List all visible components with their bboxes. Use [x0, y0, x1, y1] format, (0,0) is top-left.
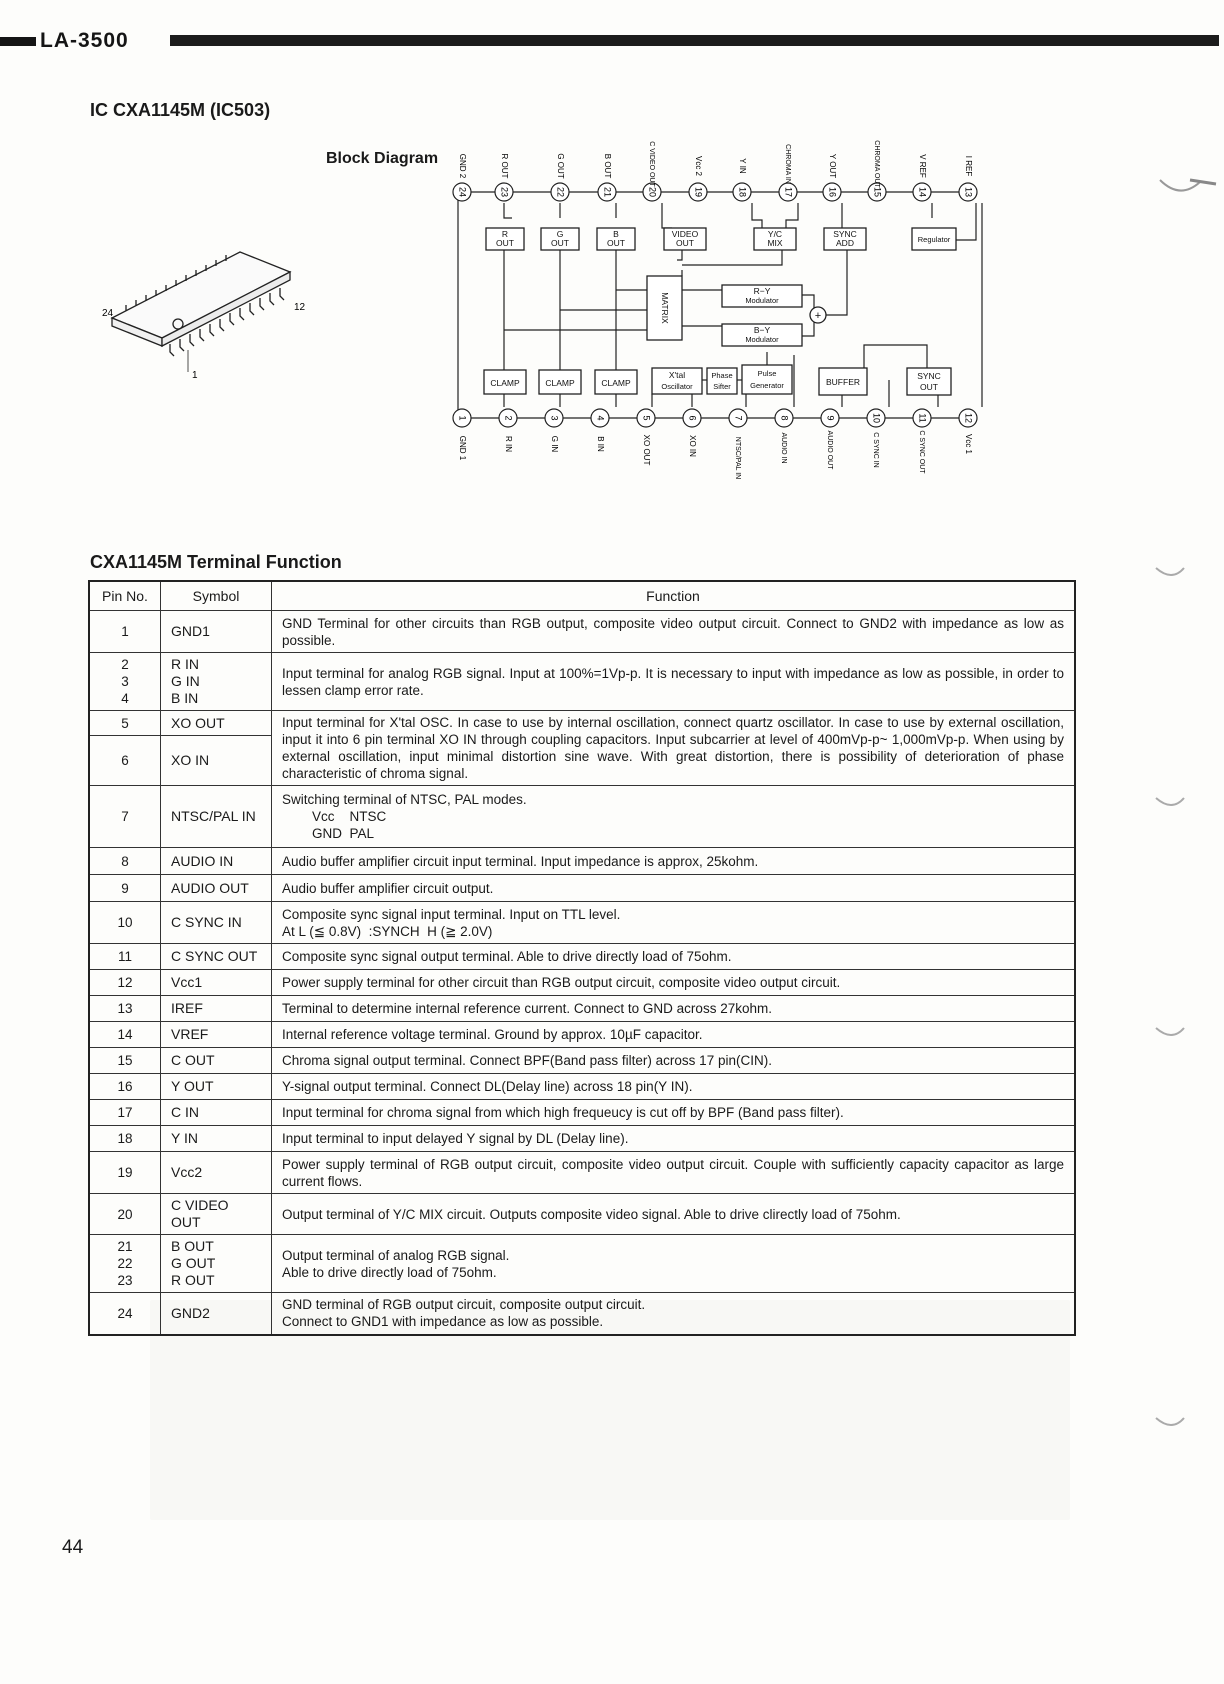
table-row	[89, 875, 1075, 902]
svg-text:6: 6	[687, 415, 698, 421]
ic-title: IC CXA1145M (IC503)	[90, 100, 271, 120]
table-row	[89, 970, 1075, 996]
svg-text:MATRIX: MATRIX	[659, 292, 670, 324]
svg-text:B IN: B IN	[595, 436, 605, 452]
svg-text:Pulse: Pulse	[757, 369, 777, 378]
svg-text:G OUT: G OUT	[555, 153, 565, 179]
function-line: Connect to GND1 with impedance as low as possible.	[282, 1314, 604, 1330]
margin-mark-icon	[1150, 1020, 1190, 1050]
symbol-cell: XO OUT	[161, 711, 272, 736]
table-row	[89, 996, 1075, 1022]
svg-text:V REF: V REF	[917, 154, 927, 178]
pin-cell: 8	[89, 848, 161, 875]
symbol-cell: R IN G IN B IN	[161, 653, 272, 711]
svg-text:GND 2: GND 2	[457, 153, 467, 179]
header-symbol: Symbol	[161, 581, 272, 611]
pin-cell: 17	[89, 1100, 161, 1126]
table-row	[89, 1022, 1075, 1048]
symbol-cell: XO IN	[161, 736, 272, 786]
svg-text:OUT: OUT	[496, 238, 514, 248]
svg-text:17: 17	[783, 186, 794, 198]
function-cell: Input terminal for X'tal OSC. In case to use by internal oscillation, connect quartz oscillator. In case to use by external oscillation, input it into 6 pin terminal XO IN through coupling capacitors. Input subcarrier at level of 400mVp-p~ 1,000mVp-p. When using by external oscillation, input minimal distortion sine wave. With great distortion, there is possibility of deterioration of phase characteristic of chroma signal.	[272, 711, 1076, 786]
buffer-block	[819, 368, 867, 395]
svg-text:10: 10	[871, 412, 882, 424]
table-row	[89, 1100, 1075, 1126]
function-line: Able to drive directly load of 75ohm.	[282, 1264, 497, 1280]
clamp-block-g	[539, 370, 581, 394]
svg-text:5: 5	[641, 415, 652, 421]
top-pin	[733, 158, 751, 201]
svg-text:GND 1: GND 1	[457, 435, 467, 461]
function-line: GND terminal of RGB output circuit, composite output circuit.	[282, 1297, 646, 1313]
svg-text:9: 9	[825, 415, 836, 421]
function-line: Composite sync signal input terminal. Input on TTL level.	[282, 906, 621, 922]
terminal-function-title: CXA1145M Terminal Function	[90, 552, 342, 572]
table-row	[89, 1235, 1075, 1293]
table-row	[89, 1152, 1075, 1194]
function-cell	[272, 1235, 1076, 1293]
pin-cell: 12	[89, 970, 161, 996]
svg-text:21: 21	[602, 186, 613, 198]
svg-text:+: +	[814, 310, 822, 322]
bottom-pin	[637, 409, 655, 465]
pin-cell: 24	[89, 1293, 161, 1335]
header-function: Function	[272, 581, 1076, 611]
svg-text:15: 15	[872, 186, 883, 198]
svg-text:Modulator: Modulator	[745, 296, 779, 305]
function-cell: Composite sync signal output terminal. Able to drive directly load of 75ohm.	[272, 944, 1076, 970]
svg-text:NTSC/PAL IN: NTSC/PAL IN	[734, 436, 742, 480]
svg-text:22: 22	[555, 186, 566, 198]
pin-cell: 2 3 4	[89, 653, 161, 711]
svg-text:CHROMA IN: CHROMA IN	[784, 144, 792, 184]
bottom-pin	[867, 409, 885, 468]
symbol-cell: C SYNC OUT	[161, 944, 272, 970]
symbol-cell: AUDIO OUT	[161, 875, 272, 902]
table-row	[89, 1126, 1075, 1152]
table-row	[89, 653, 1075, 711]
svg-text:CLAMP: CLAMP	[601, 378, 631, 388]
function-cell: Output terminal of Y/C MIX circuit. Outputs composite video signal. Able to drive clirectly load of 75ohm.	[272, 1194, 1076, 1235]
svg-text:Modulator: Modulator	[745, 335, 779, 344]
function-cell	[272, 902, 1076, 944]
symbol-cell: Y OUT	[161, 1074, 272, 1100]
pin-cell: 5	[89, 711, 161, 736]
page-header	[0, 30, 1224, 52]
function-cell: GND Terminal for other circuits than RGB output, composite video output circuit. Connect to GND2 with impedance as low as possible.	[272, 611, 1076, 653]
symbol-cell: GND1	[161, 611, 272, 653]
bottom-pin	[959, 409, 977, 455]
pin-cell: 9	[89, 875, 161, 902]
svg-text:OUT: OUT	[551, 238, 569, 248]
top-pin	[598, 154, 616, 201]
top-pin	[453, 154, 471, 201]
svg-text:CHROMA OUT: CHROMA OUT	[873, 140, 881, 188]
function-line: GND PAL	[312, 826, 375, 841]
symbol-cell: IREF	[161, 996, 272, 1022]
svg-text:B OUT: B OUT	[602, 153, 612, 179]
top-pin	[779, 144, 797, 201]
video-out-block	[664, 228, 706, 250]
pin-cell: 19	[89, 1152, 161, 1194]
clamp-block-b	[595, 370, 637, 394]
function-cell: Input terminal for analog RGB signal. Input at 100%=1Vp-p. It is necessary to input with impedance as low as possible, in order to lessen clamp error rate.	[272, 653, 1076, 711]
table-row	[89, 1048, 1075, 1074]
svg-text:Y/C: Y/C	[767, 229, 783, 239]
pin-cell: 18	[89, 1126, 161, 1152]
table-row	[89, 611, 1075, 653]
function-cell	[272, 1293, 1076, 1335]
sync-add-block	[824, 228, 866, 250]
header-bar-right	[170, 35, 1219, 46]
table-row	[89, 944, 1075, 970]
symbol-cell: C IN	[161, 1100, 272, 1126]
function-line: Vcc NTSC	[312, 809, 387, 824]
block-diagram-title: Block Diagram	[326, 150, 439, 167]
pin-cell: 7	[89, 786, 161, 848]
function-line: Output terminal of analog RGB signal.	[282, 1247, 510, 1263]
svg-text:11: 11	[917, 413, 928, 423]
top-pin	[495, 154, 513, 201]
svg-text:XO OUT: XO OUT	[641, 434, 651, 466]
svg-text:R−Y: R−Y	[753, 286, 771, 296]
ry-modulator-block	[722, 285, 802, 307]
symbol-cell: NTSC/PAL IN	[161, 786, 272, 848]
bottom-pin	[453, 409, 471, 461]
table-row	[89, 786, 1075, 848]
svg-text:20: 20	[647, 186, 658, 198]
function-cell: Terminal to determine internal reference current. Connect to GND across 27kohm.	[272, 996, 1076, 1022]
top-pin	[643, 141, 661, 201]
block-diagram	[452, 140, 992, 485]
symbol-cell: Vcc1	[161, 970, 272, 996]
svg-text:3: 3	[549, 415, 560, 421]
svg-text:4: 4	[595, 415, 606, 421]
table-row	[89, 1293, 1075, 1335]
phase-shifter-block	[707, 368, 737, 394]
pin-cell: 1	[89, 611, 161, 653]
b-out-block	[597, 228, 635, 250]
function-cell: Y-signal output terminal. Connect DL(Delay line) across 18 pin(Y IN).	[272, 1074, 1076, 1100]
table-row	[89, 1194, 1075, 1235]
function-cell: Audio buffer amplifier circuit input terminal. Input impedance is approx, 25kohm.	[272, 848, 1076, 875]
svg-text:13: 13	[963, 186, 974, 198]
svg-text:C VIDEO OUT: C VIDEO OUT	[648, 141, 656, 187]
symbol-cell: Vcc2	[161, 1152, 272, 1194]
bottom-pin	[821, 409, 839, 470]
svg-text:SYNC: SYNC	[917, 371, 941, 381]
table-header-row	[89, 581, 1075, 611]
svg-text:C SYNC OUT: C SYNC OUT	[918, 430, 926, 474]
yc-mix-block	[754, 228, 796, 250]
svg-text:AUDIO IN: AUDIO IN	[780, 432, 788, 464]
function-cell: Audio buffer amplifier circuit output.	[272, 875, 1076, 902]
symbol-cell: AUDIO IN	[161, 848, 272, 875]
header-bar-left	[0, 37, 36, 46]
svg-text:Y IN: Y IN	[737, 158, 747, 174]
svg-text:Regulator: Regulator	[917, 235, 951, 244]
symbol-cell: C VIDEO OUT	[161, 1194, 272, 1235]
clamp-block-r	[484, 370, 526, 394]
function-cell: Chroma signal output terminal. Connect BPF(Band pass filter) across 17 pin(CIN).	[272, 1048, 1076, 1074]
svg-text:Vcc 2: Vcc 2	[693, 155, 703, 177]
svg-text:R: R	[501, 229, 509, 239]
svg-text:24: 24	[457, 186, 468, 198]
model-name: LA-3500	[40, 29, 129, 52]
top-pin	[959, 156, 977, 201]
symbol-cell: VREF	[161, 1022, 272, 1048]
function-line: At L (≦ 0.8V) :SYNCH H (≧ 2.0V)	[282, 923, 493, 939]
symbol-cell: GND2	[161, 1293, 272, 1335]
svg-text:VIDEO: VIDEO	[671, 229, 699, 239]
pin-cell: 20	[89, 1194, 161, 1235]
top-pin	[689, 156, 707, 201]
svg-text:AUDIO OUT: AUDIO OUT	[826, 430, 834, 470]
svg-text:G: G	[556, 229, 564, 239]
g-out-block	[541, 228, 579, 250]
svg-text:16: 16	[827, 186, 838, 198]
svg-text:7: 7	[733, 415, 744, 421]
r-out-block	[486, 228, 524, 250]
function-cell: Input terminal for chroma signal from which high frequeucy is cut off by BPF (Band pass filter).	[272, 1100, 1076, 1126]
pin-cell: 14	[89, 1022, 161, 1048]
terminal-function-table	[88, 580, 1076, 1336]
svg-text:Vcc 1: Vcc 1	[963, 433, 973, 455]
pin-cell: 21 22 23	[89, 1235, 161, 1293]
symbol-cell: B OUT G OUT R OUT	[161, 1235, 272, 1293]
svg-text:2: 2	[503, 415, 514, 421]
by-modulator-block	[722, 324, 802, 346]
page-number: 44	[62, 1537, 84, 1558]
bottom-pin	[545, 409, 563, 452]
svg-text:X'tal: X'tal	[668, 370, 686, 380]
svg-text:R IN: R IN	[503, 436, 513, 452]
function-line: Switching terminal of NTSC, PAL modes.	[282, 792, 527, 807]
sync-out-block	[907, 368, 951, 395]
svg-text:Generator: Generator	[750, 381, 784, 390]
margin-mark-icon	[1150, 790, 1190, 820]
svg-text:8: 8	[779, 415, 790, 421]
chip-pin-12-label: 12	[294, 302, 306, 313]
matrix-block	[647, 276, 682, 340]
svg-text:G IN: G IN	[549, 435, 559, 453]
symbol-cell: C OUT	[161, 1048, 272, 1074]
svg-text:Y OUT: Y OUT	[827, 153, 837, 179]
svg-text:OUT: OUT	[920, 382, 938, 392]
pin-cell: 6	[89, 736, 161, 786]
svg-text:ADD: ADD	[836, 238, 854, 248]
ic-package-drawing	[100, 240, 310, 380]
svg-text:23: 23	[499, 186, 510, 198]
svg-text:B: B	[613, 229, 619, 239]
svg-text:CLAMP: CLAMP	[490, 378, 520, 388]
function-cell: Input terminal to input delayed Y signal by DL (Delay line).	[272, 1126, 1076, 1152]
svg-text:CLAMP: CLAMP	[545, 378, 575, 388]
chip-pin-1-label: 1	[192, 370, 198, 380]
bottom-pin	[683, 409, 701, 457]
table-row	[89, 902, 1075, 944]
table-row	[89, 711, 1075, 736]
top-pin	[551, 153, 569, 201]
symbol-cell: C SYNC IN	[161, 902, 272, 944]
svg-text:B−Y: B−Y	[753, 325, 771, 335]
svg-text:19: 19	[693, 186, 704, 198]
pin-cell: 10	[89, 902, 161, 944]
svg-text:SYNC: SYNC	[833, 229, 857, 239]
top-pin	[823, 154, 841, 201]
svg-text:14: 14	[917, 186, 928, 198]
top-pin	[913, 154, 931, 201]
margin-mark-icon	[1150, 160, 1220, 220]
bottom-pin	[499, 409, 517, 452]
svg-text:I REF: I REF	[963, 155, 973, 177]
pin-cell: 15	[89, 1048, 161, 1074]
svg-text:MIX: MIX	[767, 238, 783, 248]
svg-text:XO IN: XO IN	[687, 435, 697, 457]
top-pin	[868, 140, 886, 201]
svg-text:1: 1	[457, 415, 468, 421]
regulator-block	[912, 228, 956, 250]
svg-text:C SYNC IN: C SYNC IN	[872, 432, 880, 468]
function-cell: Power supply terminal for other circuit than RGB output circuit, composite video output circuit.	[272, 970, 1076, 996]
pin-cell: 13	[89, 996, 161, 1022]
svg-text:OUT: OUT	[607, 238, 625, 248]
bottom-pin	[729, 409, 747, 479]
svg-text:Oscillator: Oscillator	[661, 382, 693, 391]
pulse-generator-block	[742, 365, 792, 394]
symbol-cell: Y IN	[161, 1126, 272, 1152]
bottom-pin	[775, 409, 793, 464]
svg-text:OUT: OUT	[676, 238, 694, 248]
function-cell	[272, 786, 1076, 848]
margin-mark-icon	[1150, 1410, 1190, 1440]
svg-text:BUFFER: BUFFER	[826, 377, 860, 387]
svg-text:Sifter: Sifter	[713, 382, 731, 391]
bottom-pin	[591, 409, 609, 452]
table-row	[89, 1074, 1075, 1100]
chip-pin-24-label: 24	[102, 308, 114, 319]
margin-mark-icon	[1150, 560, 1190, 590]
xtal-oscillator-block	[652, 368, 702, 394]
table-row	[89, 848, 1075, 875]
svg-text:12: 12	[963, 412, 974, 424]
svg-text:R OUT: R OUT	[499, 153, 509, 179]
pin-cell: 16	[89, 1074, 161, 1100]
function-cell: Power supply terminal of RGB output circuit, composite video output circuit. Couple with sufficiently capacity capacitor as large current flows.	[272, 1152, 1076, 1194]
pin-cell: 11	[89, 944, 161, 970]
svg-text:Phase: Phase	[711, 371, 733, 380]
svg-text:18: 18	[737, 186, 748, 198]
header-pin: Pin No.	[89, 581, 161, 611]
adder-block	[810, 307, 826, 323]
bottom-pin	[913, 409, 931, 474]
function-cell: Internal reference voltage terminal. Ground by approx. 10µF capacitor.	[272, 1022, 1076, 1048]
